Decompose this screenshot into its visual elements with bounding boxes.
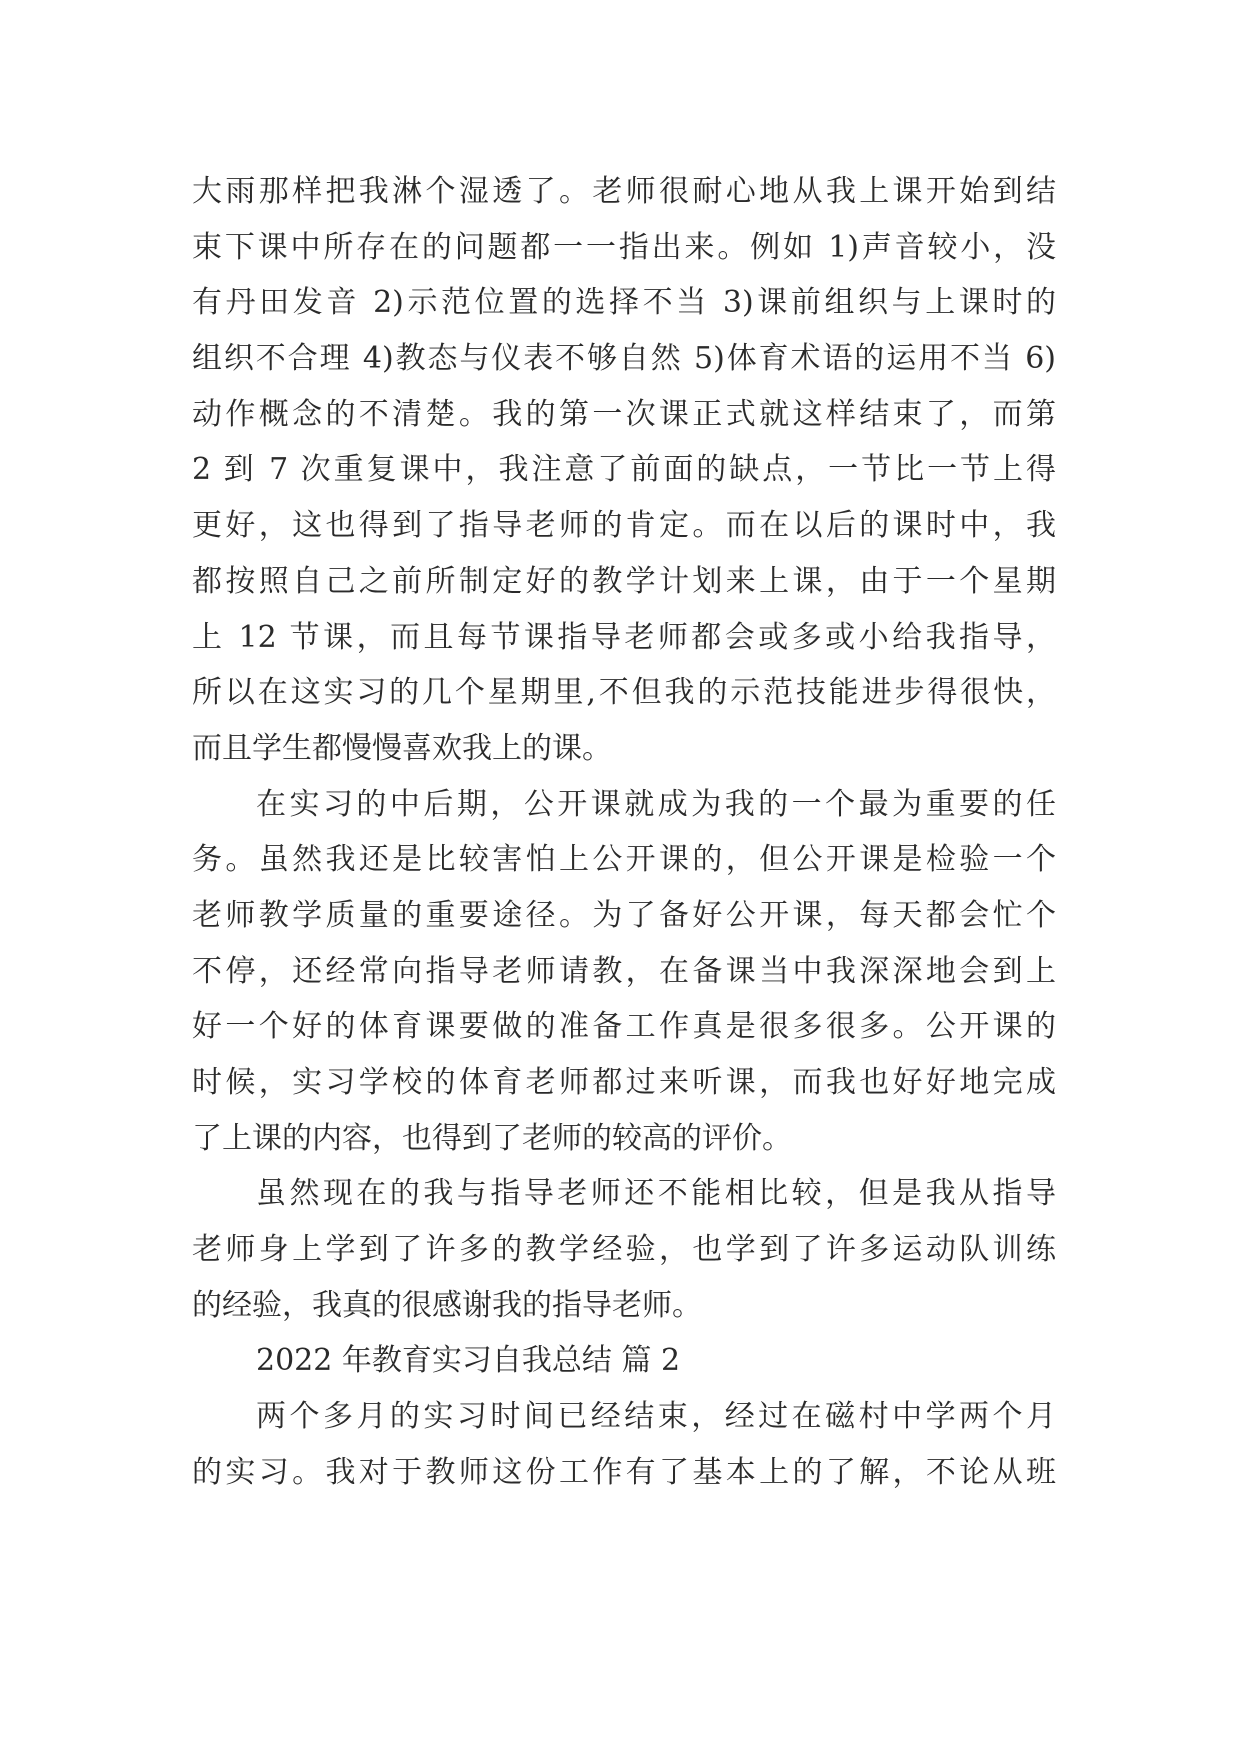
text-line: 的经验，我真的很感谢我的指导老师。 (192, 1287, 702, 1323)
body-text (192, 164, 1056, 1501)
text-line: 有丹田发音 2)示范位置的选择不当 3)课前组织与上课时的 (192, 285, 1056, 321)
text-line: 大雨那样把我淋个湿透了。老师很耐心地从我上课开始到结 (192, 174, 1056, 209)
text-line: 束下课中所存在的问题都一一指出来。例如 1)声音较小，没 (192, 229, 1056, 265)
text-line: 2 到 7 次重复课中，我注意了前面的缺点，一节比一节上得 (192, 452, 1056, 488)
text-line: 组织不合理 4)教态与仪表不够自然 5)体育术语的运用不当 6) (192, 341, 1056, 377)
text-line: 的实习。我对于教师这份工作有了基本上的了解，不论从班 (192, 1454, 1056, 1490)
text-line: 都按照自己之前所制定好的教学计划来上课，由于一个星期 (192, 563, 1056, 599)
text-line: 好一个好的体育课要做的准备工作真是很多很多。公开课的 (192, 1009, 1056, 1045)
text-line: 更好，这也得到了指导老师的肯定。而在以后的课时中，我 (192, 508, 1056, 544)
paragraph-start-line: 两个多月的实习时间已经结束，经过在磁村中学两个月 (256, 1399, 1056, 1435)
paragraph-start-line: 在实习的中后期，公开课就成为我的一个最为重要的任 (256, 786, 1056, 822)
text-line: 而且学生都慢慢喜欢我上的课。 (192, 730, 612, 766)
text-line: 所以在这实习的几个星期里,不但我的示范技能进步得很快， (192, 675, 1056, 711)
section-heading: 2022 年教育实习自我总结 篇 2 (256, 1343, 681, 1379)
text-line: 老师教学质量的重要途径。为了备好公开课，每天都会忙个 (192, 897, 1056, 933)
text-line: 动作概念的不清楚。我的第一次课正式就这样结束了，而第 (192, 396, 1056, 432)
text-line: 了上课的内容，也得到了老师的较高的评价。 (192, 1120, 792, 1156)
text-line: 时候，实习学校的体育老师都过来听课，而我也好好地完成 (192, 1065, 1056, 1100)
text-line: 老师身上学到了许多的教学经验，也学到了许多运动队训练 (192, 1232, 1056, 1268)
text-line: 不停，还经常向指导老师请教，在备课当中我深深地会到上 (192, 953, 1056, 989)
text-line: 上 12 节课，而且每节课指导老师都会或多或小给我指导， (192, 619, 1056, 655)
paragraph-start-line: 虽然现在的我与指导老师还不能相比较，但是我从指导 (256, 1176, 1056, 1212)
text-line: 务。虽然我还是比较害怕上公开课的，但公开课是检验一个 (192, 842, 1056, 878)
